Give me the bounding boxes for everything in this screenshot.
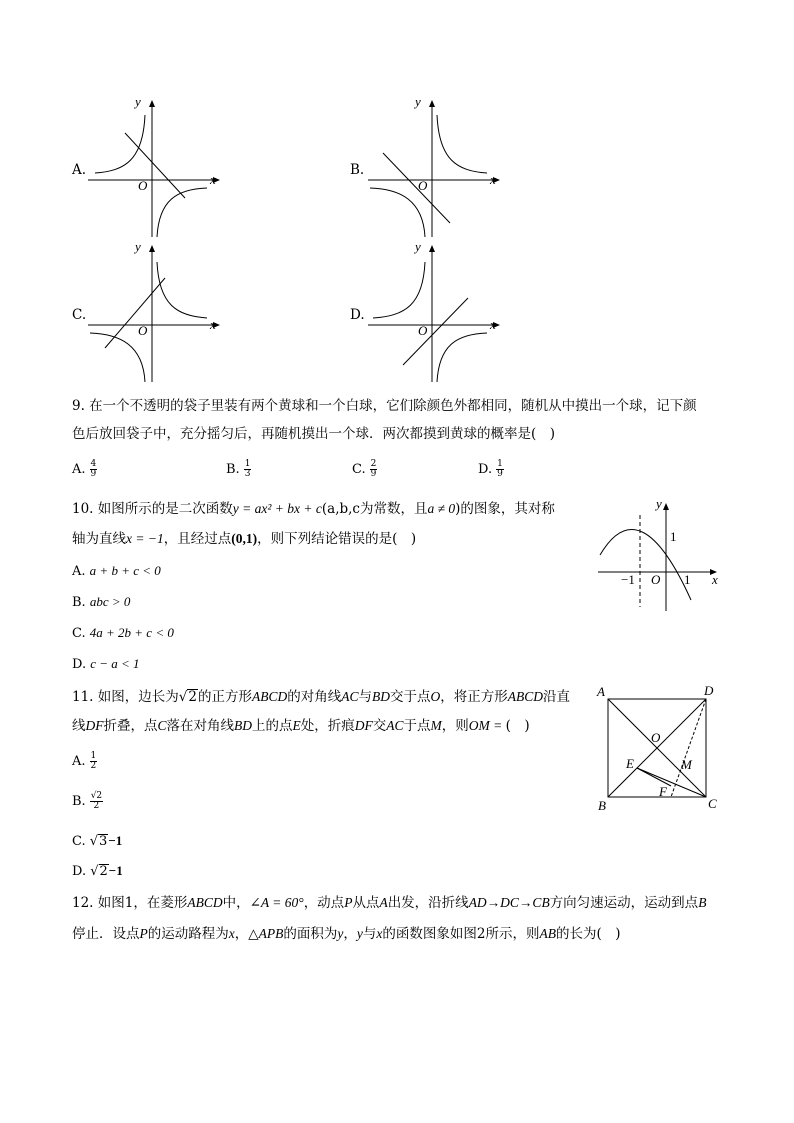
q10-option-d[interactable]: D. c − a < 1 xyxy=(72,656,140,672)
q8-graph-d xyxy=(365,240,505,385)
y-axis-arrow xyxy=(429,245,435,252)
origin-label: O xyxy=(138,323,148,338)
q11-option-c[interactable]: C. √3−1 xyxy=(72,833,123,849)
x-label: x xyxy=(490,317,496,332)
parabola-curve xyxy=(600,529,691,600)
q10-parabola-figure xyxy=(595,495,725,615)
option-letter: B. xyxy=(226,462,240,477)
q8-graph-c xyxy=(85,240,225,385)
hyperbola-branch-q2 xyxy=(373,262,425,318)
x-label: x xyxy=(490,172,496,187)
x-label: x xyxy=(210,317,216,332)
q10-stem-line2: 轴为直线x = −1，且经过点(0,1)，则下列结论错误的是( ) xyxy=(72,531,417,547)
q9-option-a[interactable] xyxy=(72,460,97,479)
x-label: x xyxy=(210,172,216,187)
q8-option-a-letter: A. xyxy=(72,162,87,178)
label-o: O xyxy=(651,730,661,745)
label-a: A xyxy=(597,684,605,699)
y-label: y xyxy=(415,95,421,109)
q11-square-figure xyxy=(595,680,725,815)
y-label: y xyxy=(135,95,141,109)
fold-line-df xyxy=(671,699,706,797)
option-fraction: $\frac{1}{9}$ xyxy=(497,459,503,479)
q10-stem-line1: 10. 如图所示的是二次函数y = ax² + bx + c(a,b,c为常数，且a ≠ 0)的图象，其对称 xyxy=(72,501,555,517)
q9-stem-line2: 色后放回袋子中，充分摇匀后，再随机摸出一个球．两次都摸到黄球的概率是( ) xyxy=(72,426,556,442)
segment-ec xyxy=(637,768,706,797)
tick-x-one: 1 xyxy=(684,572,691,587)
origin-label: O xyxy=(418,323,428,338)
hyperbola-branch-q3 xyxy=(370,188,425,237)
q9-option-d[interactable] xyxy=(478,460,504,479)
q8-option-d-letter: D. xyxy=(350,307,365,323)
q11-stem-line1: 11. 如图，边长为√2的正方形ABCD的对角线AC与BD交于点O，将正方形ABCD沿直 xyxy=(72,689,570,705)
q10-option-b[interactable]: B. abc > 0 xyxy=(72,594,131,610)
y-label: y xyxy=(415,240,421,254)
origin-label: O xyxy=(138,178,148,193)
hyperbola-branch-q1 xyxy=(437,115,487,173)
tick-minus-one: −1 xyxy=(621,572,635,587)
q11-option-b[interactable]: B. $\frac{√2}{2}$ xyxy=(72,791,103,811)
line-increasing xyxy=(105,278,165,348)
q11-option-a[interactable]: A. $\frac{1}{2}$ xyxy=(72,751,97,771)
y-axis-arrow xyxy=(149,100,155,107)
label-m: M xyxy=(681,757,692,772)
y-axis-arrow xyxy=(663,503,669,510)
label-e: E xyxy=(626,756,634,771)
option-fraction: $\frac{4}{9}$ xyxy=(90,459,97,479)
q8-graph-b xyxy=(365,95,505,240)
y-label: y xyxy=(656,496,662,511)
y-axis-arrow xyxy=(429,100,435,107)
q10-option-c[interactable]: C. 4a + 2b + c < 0 xyxy=(72,625,174,641)
option-letter: A. xyxy=(72,462,86,477)
q10-option-a[interactable]: A. a + b + c < 0 xyxy=(72,563,161,579)
option-letter: C. xyxy=(352,462,366,477)
origin-label: O xyxy=(651,572,661,587)
hyperbola-branch-q3 xyxy=(90,333,145,382)
q12-stem-line2: 停止．设点P的运动路程为x，△APB的面积为y，y与x的函数图象如图2所示，则AB的长为( ) xyxy=(72,926,621,942)
label-b: B xyxy=(598,798,606,813)
q9-option-c[interactable] xyxy=(352,460,377,479)
q8-graph-a xyxy=(85,95,225,240)
hyperbola-branch-q4 xyxy=(437,333,487,382)
line-increasing xyxy=(403,298,468,365)
hyperbola-branch-q2 xyxy=(95,115,145,173)
label-f: F xyxy=(659,784,667,799)
y-axis-arrow xyxy=(149,245,155,252)
q11-stem-line2: 线DF折叠，点C落在对角线BD上的点E处，折痕DF交AC于点M，则OM = ( ) xyxy=(72,718,530,734)
option-fraction: $\frac{2}{9}$ xyxy=(370,459,377,479)
line-decreasing xyxy=(383,153,450,223)
origin-label: O xyxy=(418,178,428,193)
x-label: x xyxy=(712,572,718,587)
tick-y-one: 1 xyxy=(670,529,677,544)
y-label: y xyxy=(135,240,141,254)
q11-option-d[interactable]: D. √2−1 xyxy=(72,863,123,879)
option-fraction: $\frac{1}{3}$ xyxy=(244,459,251,479)
q8-option-c-letter: C. xyxy=(72,307,87,323)
label-d: D xyxy=(704,683,714,698)
line-decreasing xyxy=(125,133,185,198)
q12-stem-line1: 12. 如图1，在菱形ABCD中，∠A = 60°，动点P从点A出发，沿折线AD→DC→CB方向匀速运动，运动到点B xyxy=(72,895,707,911)
q8-option-b-letter: B. xyxy=(350,162,365,178)
hyperbola-branch-q1 xyxy=(157,262,207,318)
q9-stem-line1: 9. 在一个不透明的袋子里装有两个黄球和一个白球，它们除颜色外都相同，随机从中摸出一个球，记下颜 xyxy=(72,398,697,414)
option-letter: D. xyxy=(478,462,493,477)
label-c: C xyxy=(708,796,717,811)
q9-option-b[interactable] xyxy=(226,460,251,479)
